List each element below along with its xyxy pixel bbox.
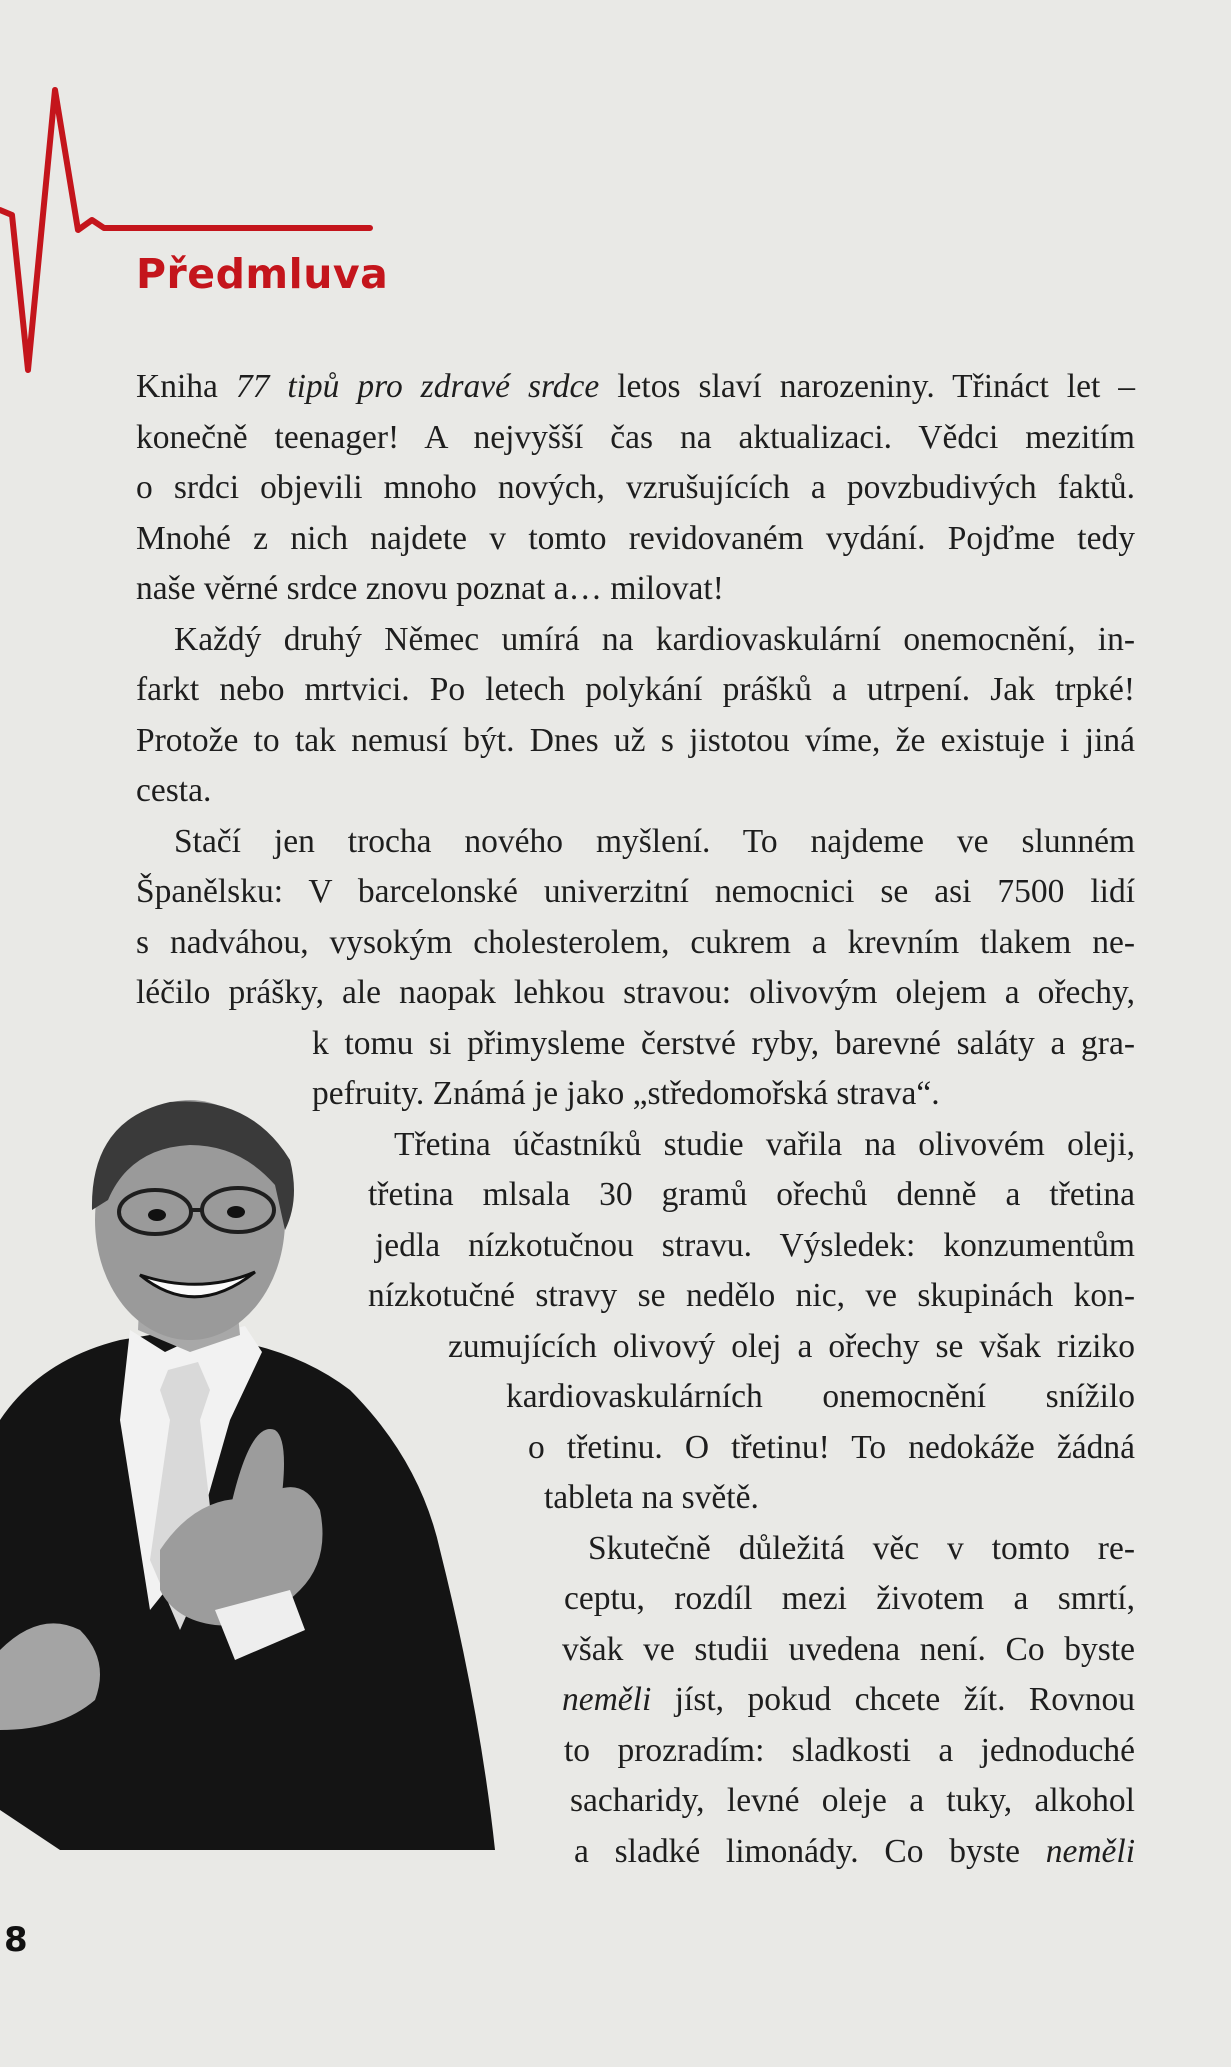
text-line: farkt nebo mrtvici. Po letech polykání prášků a utrpení. Jak trpké! <box>136 671 1135 708</box>
text-line: Mnohé z nich najdete v tomto revidovaném vydání. Pojďme tedy <box>136 519 1135 557</box>
paragraph <box>136 362 1135 615</box>
text-line: zumujících olivový olej a ořechy se však riziko <box>448 1327 1135 1365</box>
text-line: s nadváhou, vysokým cholesterolem, cukrem a krevním tlakem ne- <box>136 923 1135 961</box>
text-line: Španělsku: V barcelonské univerzitní nemocnici se asi 7500 lidí <box>136 873 1135 910</box>
paragraph <box>136 817 1135 1120</box>
text-line: naše věrné srdce znovu poznat a… milovat! <box>136 570 724 607</box>
text-line: kardiovaskulárních onemocnění snížilo <box>506 1378 1135 1415</box>
text-line: nízkotučné stravy se nedělo nic, ve skupinách kon- <box>368 1277 1135 1314</box>
text-line: léčilo prášky, ale naopak lehkou stravou: olivovým olejem a ořechy, <box>136 974 1135 1011</box>
text-line: to prozradím: sladkosti a jednoduché <box>564 1731 1135 1769</box>
text-line: Stačí jen trocha nového myšlení. To najdeme ve slunném <box>174 822 1135 860</box>
text-line: jedla nízkotučnou stravu. Výsledek: konzumentům <box>375 1226 1135 1264</box>
author-portrait <box>0 1090 500 1850</box>
text-line: o srdci objevili mnoho nových, vzrušujících a povzbudivých faktů. <box>136 469 1135 506</box>
text-line: konečně teenager! A nejvyšší čas na aktualizaci. Vědci mezitím <box>136 418 1135 456</box>
text-line: sacharidy, levné oleje a tuky, alkohol <box>570 1782 1135 1819</box>
heartbeat-line-icon <box>0 80 380 400</box>
text-line: Protože to tak nemusí být. Dnes už s jistotou víme, že existuje i jiná <box>136 721 1135 759</box>
text-line: tableta na světě. <box>544 1479 759 1516</box>
text-line: třetina mlsala 30 gramů ořechů denně a třetina <box>368 1176 1135 1213</box>
paragraph <box>136 615 1135 817</box>
text-line: o třetinu. O třetinu! To nedokáže žádná <box>528 1428 1135 1466</box>
text-line: Kniha 77 tipů pro zdravé srdce letos slaví narozeniny. Třináct let – <box>136 368 1135 405</box>
text-line: ceptu, rozdíl mezi životem a smrtí, <box>564 1580 1135 1617</box>
text-line: však ve studii uvedena není. Co byste <box>562 1630 1135 1668</box>
text-line: cesta. <box>136 772 212 809</box>
text-line: k tomu si přimysleme čerstvé ryby, barevné saláty a gra- <box>312 1024 1135 1062</box>
text-line: pefruity. Známá je jako „středomořská strava“. <box>312 1075 940 1112</box>
page-number: 8 <box>4 1920 28 1960</box>
chapter-heading: Předmluva <box>136 250 389 298</box>
text-line: Skutečně důležitá věc v tomto re- <box>588 1529 1135 1567</box>
text-line: Třetina účastníků studie vařila na olivovém oleji, <box>394 1125 1135 1163</box>
text-line: neměli jíst, pokud chcete žít. Rovnou <box>562 1681 1135 1718</box>
text-line: a sladké limonády. Co byste neměli <box>574 1832 1135 1870</box>
text-line: Každý druhý Němec umírá na kardiovaskulární onemocnění, in- <box>174 620 1135 658</box>
